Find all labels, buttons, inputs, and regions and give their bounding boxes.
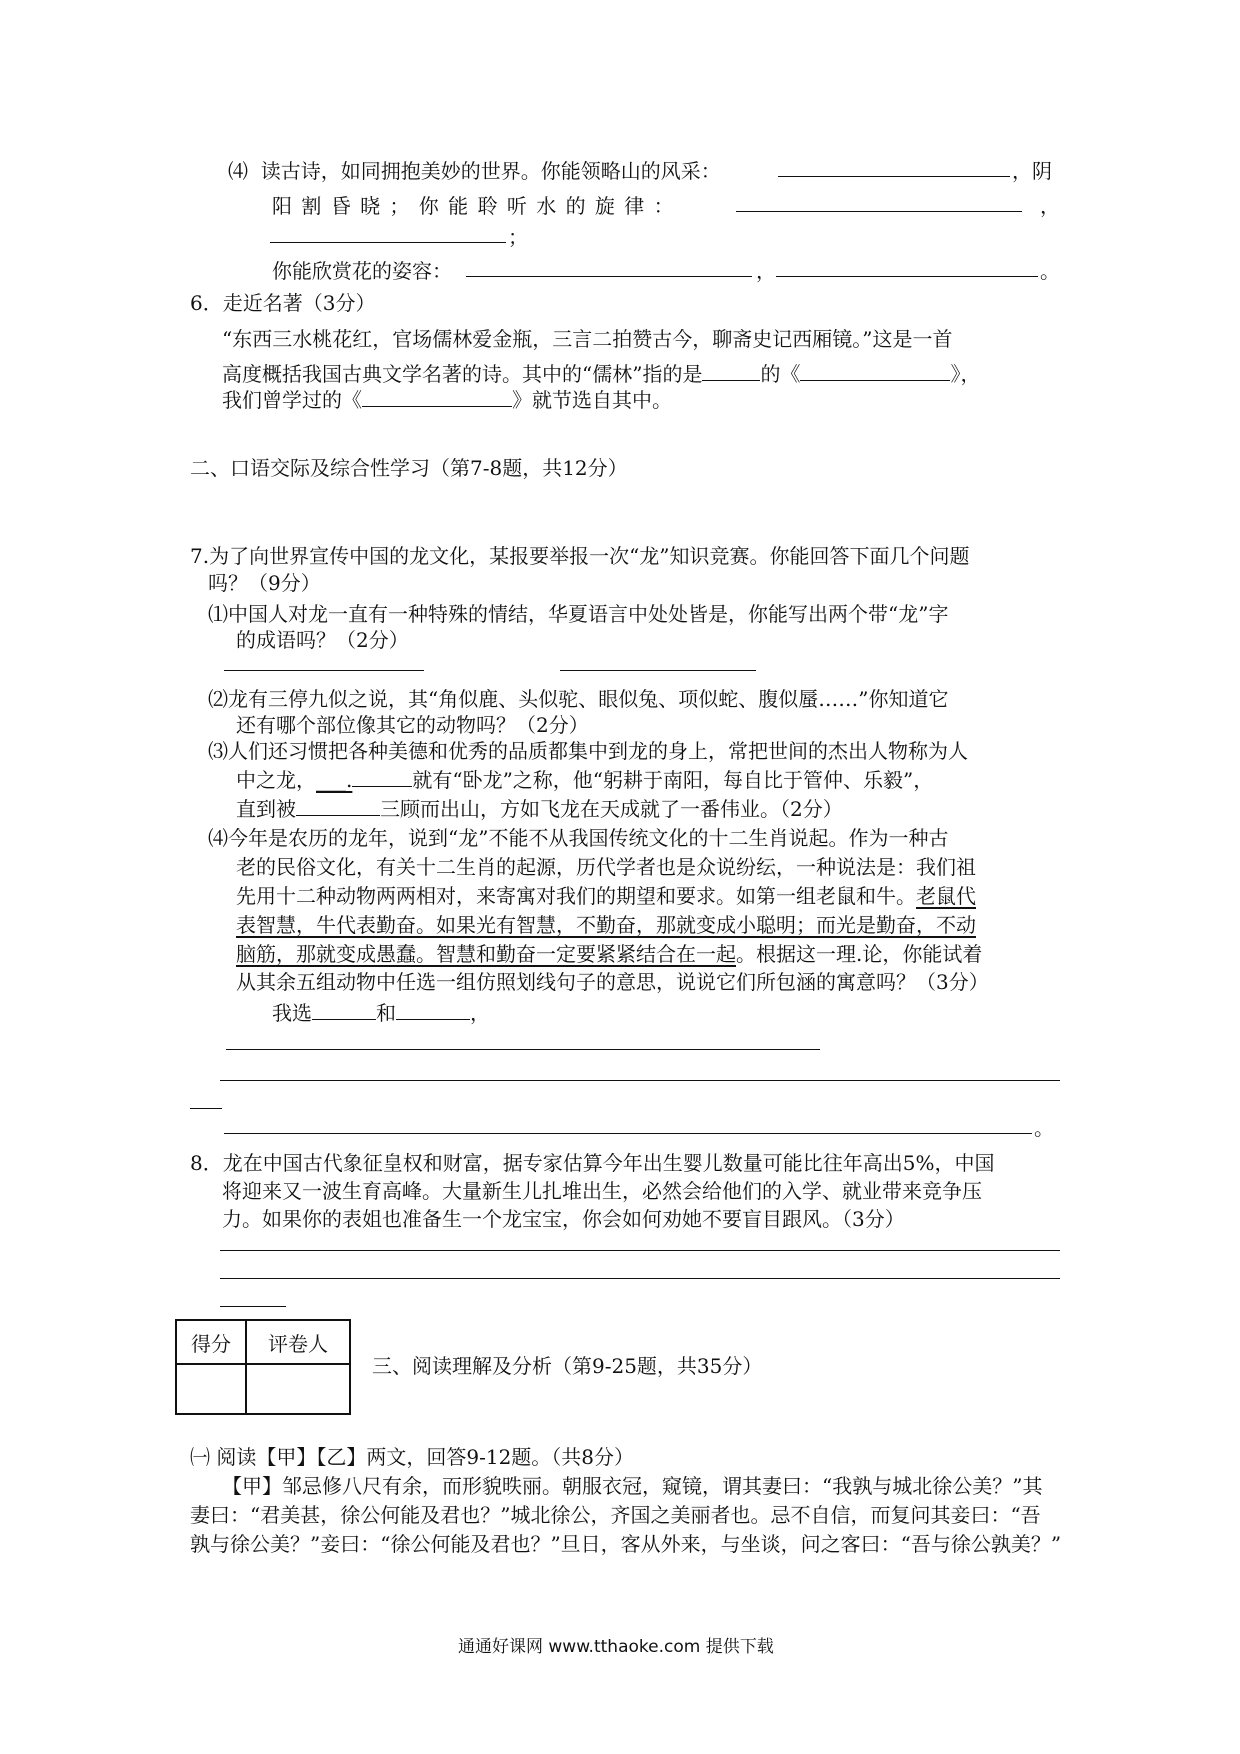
q5-4-line1: ⑷ 读古诗，如同拥抱美妙的世界。你能领略山的风采：	[228, 159, 721, 183]
q7-sub4	[236, 909, 976, 938]
q7-sub3: 直到被 三顾而出山，方如飞龙在天成就了一番伟业。（2分）	[236, 797, 843, 821]
answer-line[interactable]	[220, 1250, 1060, 1251]
grader-cell[interactable]	[246, 1364, 350, 1414]
q8-text: 将迎来又一波生育高峰。大量新生儿扎堆出生，必然会给他们的入学、就业带来竞争压	[222, 1179, 982, 1203]
answer-line[interactable]	[190, 1108, 222, 1109]
answer-blank[interactable]	[352, 766, 412, 787]
answer-blank[interactable]	[800, 360, 950, 381]
text-fragment: ，	[1040, 194, 1060, 218]
text-fragment: ，阴	[1012, 159, 1052, 183]
q7-sub2: ⑵龙有三停九似之说，其“角似鹿、头似驼、眼似兔、项似蛇、腹似蜃……”你知道它	[208, 687, 949, 711]
q8-text: 力。如果你的表姐也准备生一个龙宝宝，你会如何劝她不要盲目跟风。（3分）	[222, 1207, 905, 1231]
text-fragment: ，	[756, 259, 776, 283]
q7-sub4: 脑筋，那就变成愚蠢。智慧和勤奋一定要紧紧结合在一起。根据这一理.论，你能试着	[236, 942, 983, 966]
answer-blank[interactable]	[312, 999, 376, 1020]
answer-blank[interactable]	[736, 211, 1022, 212]
reading-paragraph: 【甲】邹忌修八尺有余，而形貌昳丽。朝服衣冠，窥镜，谓其妻曰：“我孰与城北徐公美？”其	[222, 1474, 1043, 1498]
q7-sub4: 先用十二种动物两两相对，来寄寓对我们的期望和要求。如第一组老鼠和牛。老鼠代	[236, 884, 976, 908]
q7-sub3: ⑶人们还习惯把各种美德和优秀的品质都集中到龙的身上，常把世间的杰出人物称为人	[208, 739, 968, 763]
text-fragment: ；	[508, 225, 528, 249]
answer-line[interactable]	[224, 1133, 1032, 1134]
answer-blank[interactable]	[466, 276, 752, 277]
underlined-text: 表智慧，牛代表勤奋。如果光有智慧，不勤奋，那就变成小聪明；而光是勤奋，不动	[236, 913, 976, 937]
q6-title: 6．走近名著（3分）	[190, 291, 376, 315]
answer-line[interactable]	[226, 1049, 820, 1050]
underlined-text: 老鼠代	[916, 884, 976, 908]
text-fragment: 。	[1040, 259, 1060, 283]
q7-sub1: 的成语吗？（2分）	[236, 628, 409, 652]
footer-text: 通通好课网 www.tthaoke.com 提供下载	[458, 1637, 774, 1657]
answer-blank[interactable]	[776, 276, 1038, 277]
q6-paragraph: 高度概括我国古典文学名著的诗。其中的“儒林”指的是 的《 》，	[222, 362, 981, 386]
answer-blank[interactable]	[296, 795, 380, 816]
answer-blank[interactable]	[778, 176, 1010, 177]
answer-blank[interactable]	[702, 360, 760, 381]
reading-paragraph: 妻曰：“君美甚，徐公何能及君也？”城北徐公，齐国之美丽者也。忌不自信，而复问其妾曰：“吾	[190, 1503, 1041, 1527]
score-header: 得分	[176, 1320, 246, 1364]
q7-sub4: 老的民俗文化，有关十二生肖的起源，历代学者也是众说纷纭，一种说法是：我们祖	[236, 855, 976, 879]
section-heading: 三、阅读理解及分析（第9-25题，共35分）	[372, 1354, 763, 1378]
reading-paragraph: 孰与徐公美？”妾曰：“徐公何能及君也？”旦日，客从外来，与坐谈，问之客曰：“吾与徐公孰美？”	[190, 1532, 1062, 1556]
answer-blank[interactable]	[396, 999, 470, 1020]
answer-blank[interactable]	[224, 670, 424, 671]
q7-title: 吗？（9分）	[208, 571, 321, 595]
q6-paragraph: 我们曾学过的《 》就节选自其中。	[222, 388, 672, 412]
reading-intro: ㈠ 阅读【甲】【乙】两文，回答9-12题。（共8分）	[190, 1445, 635, 1469]
q7-sub3: 中之龙，___. 就有“卧龙”之称，他“躬耕于南阳，每自比于管仲、乐毅”，	[236, 768, 934, 792]
answer-line[interactable]	[220, 1080, 1060, 1081]
q7-sub4: ⑷今年是农历的龙年，说到“龙”不能不从我国传统文化的十二生肖说起。作为一种古	[208, 826, 949, 850]
q6-paragraph: “东西三水桃花红，官场儒林爱金瓶，三言二拍赞古今，聊斋史记西厢镜。”这是一首	[222, 327, 953, 351]
q7-sub2: 还有哪个部位像其它的动物吗？（2分）	[236, 713, 589, 737]
q7-sub4: 从其余五组动物中任选一组仿照划线句子的意思，说说它们所包涵的寓意吗？（3分）	[236, 970, 989, 994]
answer-blank[interactable]	[560, 670, 756, 671]
section-heading: 二、口语交际及综合性学习（第7-8题，共12分）	[190, 456, 628, 480]
answer-line[interactable]	[220, 1278, 1060, 1279]
q7-sub1: ⑴中国人对龙一直有一种特殊的情结，华夏语言中处处皆是，你能写出两个带“龙”字	[208, 602, 949, 626]
q7-title: 7.为了向世界宣传中国的龙文化，某报要举报一次“龙”知识竞赛。你能回答下面几个问题	[190, 544, 970, 568]
underlined-text: 脑筋，那就变成愚蠢。智慧和勤奋一定要紧紧结合在一起	[236, 942, 736, 966]
q5-4-line2: 阳 割 昏 晓 ； 你 能 聆 听 水 的 旋 律 ：	[272, 194, 674, 218]
answer-blank[interactable]	[362, 386, 512, 407]
answer-blank[interactable]	[270, 242, 506, 243]
answer-line[interactable]	[220, 1306, 286, 1307]
grader-header: 评卷人	[246, 1320, 350, 1364]
score-table	[175, 1319, 351, 1415]
score-cell[interactable]	[176, 1364, 246, 1414]
text-fragment: 。	[1034, 1116, 1054, 1140]
q7-sub4-answer: 我选 和 ，	[272, 1001, 490, 1025]
q8-text: 8．龙在中国古代象征皇权和财富，据专家估算今年出生婴儿数量可能比往年高出5%，中国	[190, 1151, 995, 1175]
q5-4-line4: 你能欣赏花的姿容：	[272, 259, 452, 283]
